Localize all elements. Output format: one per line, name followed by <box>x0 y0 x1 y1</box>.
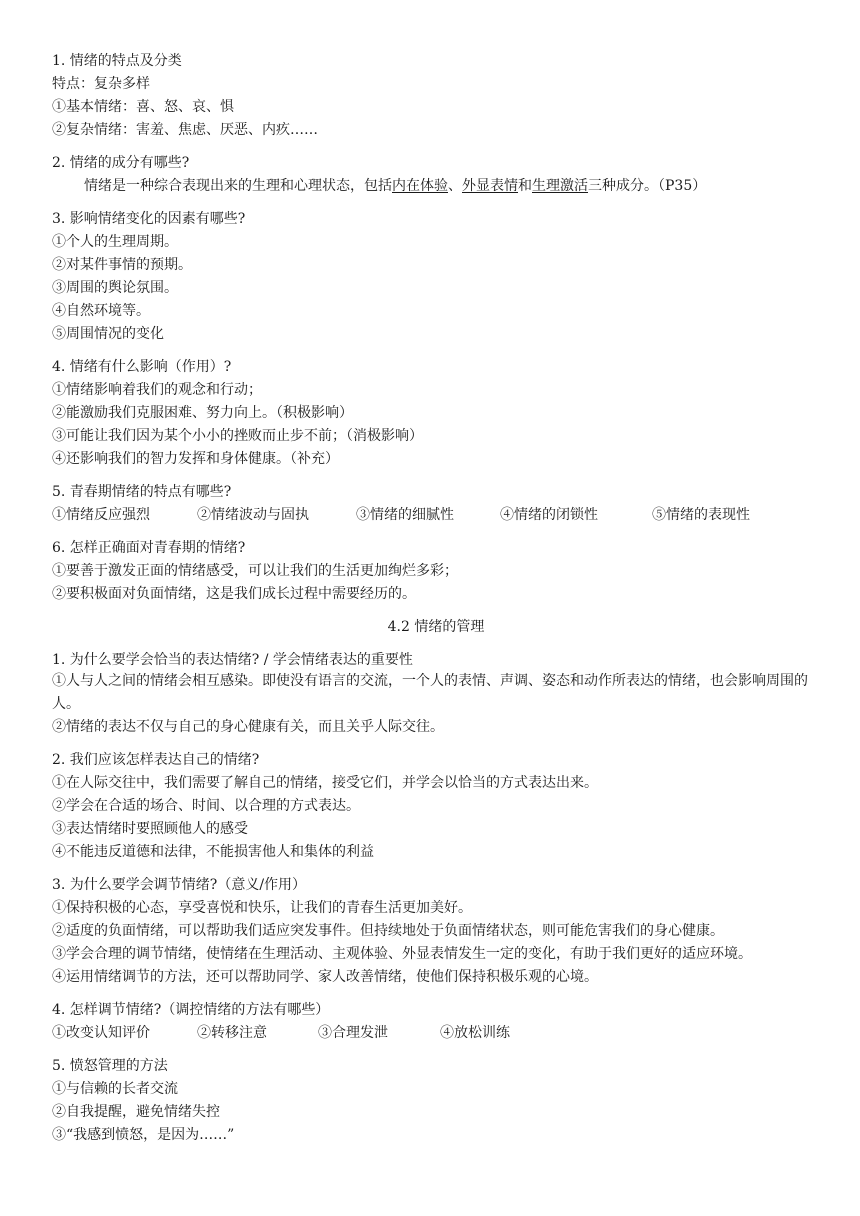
list-item: ②自我提醒，避免情绪失控 <box>52 1104 220 1120</box>
list-item: ③周围的舆论氛围。 <box>52 280 178 296</box>
list-item: ③学会合理的调节情绪，使情绪在生理活动、主观体验、外显表情发生一定的变化，有助于我们更好的适应环境。 <box>52 946 752 962</box>
list-item: ④运用情绪调节的方法，还可以帮助同学、家人改善情绪，使他们保持积极乐观的心境。 <box>52 969 598 985</box>
question-title: 4. 情绪有什么影响（作用）? <box>52 359 232 375</box>
list-item: ④放松训练 <box>440 1025 510 1041</box>
list-item: ②对某件事情的预期。 <box>52 257 192 273</box>
text-fragment: 三种成分。（P35） <box>588 178 707 194</box>
section-title: 4.2 情绪的管理 <box>387 619 485 635</box>
list-item: ⑤周围情况的变化 <box>52 326 164 342</box>
list-item: ①在人际交往中，我们需要了解自己的情绪，接受它们，并学会以恰当的方式表达出来。 <box>52 775 598 791</box>
list-item: ④不能违反道德和法律，不能损害他人和集体的利益 <box>52 844 374 860</box>
list-item: ③表达情绪时要照顾他人的感受 <box>52 821 248 837</box>
list-item: ①改变认知评价 <box>52 1025 150 1041</box>
question-title: 3. 影响情绪变化的因素有哪些? <box>52 211 246 227</box>
list-item: ③情绪的细腻性 <box>356 507 454 523</box>
underlined-term: 生理激活 <box>532 178 588 194</box>
underlined-term: 外显表情 <box>462 178 518 194</box>
list-item: ①情绪反应强烈 <box>52 507 150 523</box>
list-item: ②能激励我们克服困难、努力向上。（积极影响） <box>52 405 353 421</box>
list-item: ①人与人之间的情绪会相互感染。即使没有语言的交流，一个人的表情、声调、姿态和动作所表达的情绪，也会影响周围的人。 <box>52 673 808 712</box>
list-item: ④还影响我们的智力发挥和身体健康。（补充） <box>52 451 339 467</box>
list-item: ②情绪的表达不仅与自己的身心健康有关，而且关乎人际交往。 <box>52 719 444 735</box>
list-item: ⑤情绪的表现性 <box>652 507 750 523</box>
list-item: ②情绪波动与固执 <box>197 507 309 523</box>
list-item: ③合理发泄 <box>318 1025 388 1041</box>
inline-list <box>52 1022 820 1044</box>
text-fragment: 情绪是一种综合表现出来的生理和心理状态，包括 <box>84 178 392 194</box>
list-item: ②复杂情绪：害羞、焦虑、厌恶、内疚…… <box>52 122 318 138</box>
list-item: ③“我感到愤怒，是因为……” <box>52 1127 235 1143</box>
list-item: ①与信赖的长者交流 <box>52 1081 178 1097</box>
list-item: ②学会在合适的场合、时间、以合理的方式表达。 <box>52 798 360 814</box>
list-item: ④情绪的闭锁性 <box>500 507 598 523</box>
question-title: 6. 怎样正确面对青春期的情绪? <box>52 540 246 556</box>
question-title: 1. 为什么要学会恰当的表达情绪? / 学会情绪表达的重要性 <box>52 652 413 668</box>
list-item: ③可能让我们因为某个小小的挫败而止步不前；（消极影响） <box>52 428 423 444</box>
text-fragment: 、 <box>448 178 462 194</box>
paragraph-components <box>84 175 706 197</box>
list-item: ②转移注意 <box>197 1025 267 1041</box>
list-item: ①情绪影响着我们的观念和行动； <box>52 382 262 398</box>
list-item: ①个人的生理周期。 <box>52 234 178 250</box>
list-item: ①保持积极的心态，享受喜悦和快乐，让我们的青春生活更加美好。 <box>52 900 472 916</box>
question-title: 4. 怎样调节情绪?（调控情绪的方法有哪些） <box>52 1002 330 1018</box>
question-title: 2. 情绪的成分有哪些? <box>52 155 190 171</box>
question-title: 2. 我们应该怎样表达自己的情绪? <box>52 752 260 768</box>
list-item: ①要善于激发正面的情绪感受，可以让我们的生活更加绚烂多彩； <box>52 563 458 579</box>
list-item: ②要积极面对负面情绪，这是我们成长过程中需要经历的。 <box>52 586 416 602</box>
text-fragment: 和 <box>518 178 532 194</box>
question-title: 5. 青春期情绪的特点有哪些? <box>52 484 232 500</box>
list-item: ②适度的负面情绪，可以帮助我们适应突发事件。但持续地处于负面情绪状态，则可能危害我们的身心健康。 <box>52 923 724 939</box>
inline-list <box>52 504 820 526</box>
question-title: 3. 为什么要学会调节情绪?（意义/作用） <box>52 877 307 893</box>
text-line: 特点：复杂多样 <box>52 76 150 92</box>
underlined-term: 内在体验 <box>392 178 448 194</box>
list-item: ④自然环境等。 <box>52 303 150 319</box>
question-title: 1. 情绪的特点及分类 <box>52 53 182 69</box>
list-item: ①基本情绪：喜、怒、哀、惧 <box>52 99 234 115</box>
question-title: 5. 愤怒管理的方法 <box>52 1058 168 1074</box>
